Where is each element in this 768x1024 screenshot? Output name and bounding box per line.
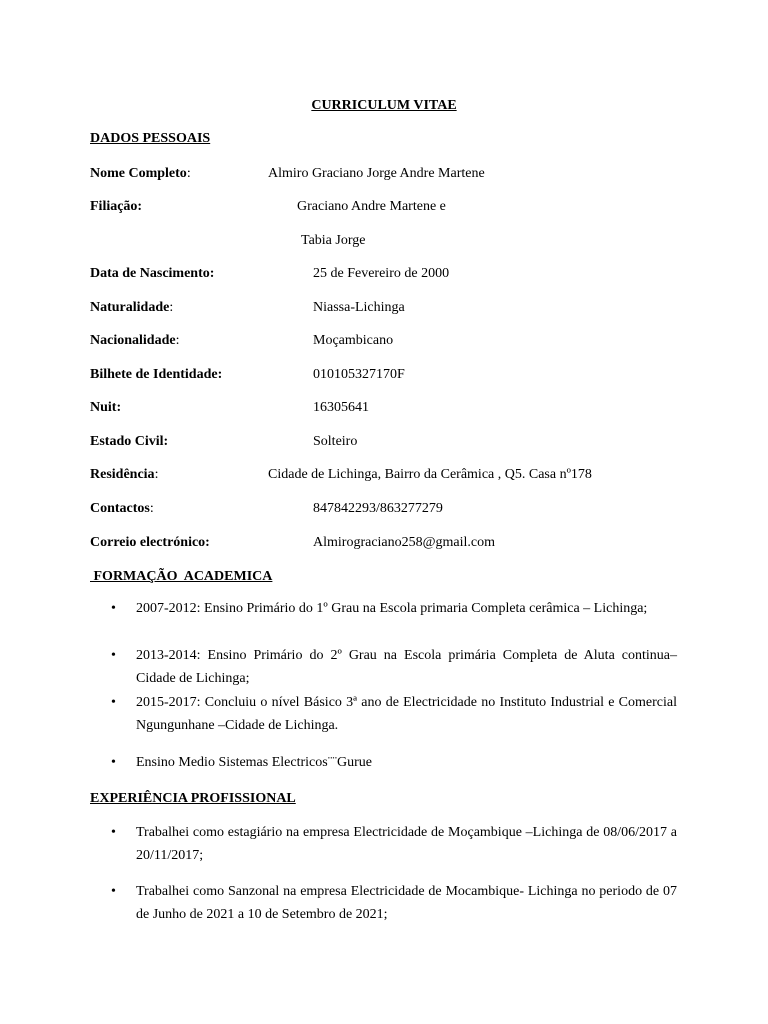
field-row-nuit	[0, 400, 768, 420]
personal-data-heading: DADOS PESSOAIS	[90, 131, 211, 146]
field-value: Moçambicano	[313, 333, 394, 348]
field-label: Bilhete de Identidade:	[90, 367, 223, 382]
field-value: 16305641	[313, 400, 369, 415]
field-value: Graciano Andre Martene e	[297, 199, 446, 214]
document-title: CURRICULUM VITAE	[311, 98, 457, 113]
field-label: Estado Civil:	[90, 434, 169, 449]
bullet-icon: •	[111, 884, 116, 899]
field-row-nationality	[0, 333, 768, 353]
field-value: 25 de Fevereiro de 2000	[313, 266, 450, 281]
bullet-icon: •	[111, 825, 116, 840]
field-label: Residência:	[90, 467, 159, 482]
field-value: Almiro Graciano Jorge Andre Martene	[268, 166, 485, 181]
field-row-full-name	[0, 166, 768, 186]
field-value: 847842293/863277279	[313, 501, 443, 516]
field-label: Nuit:	[90, 400, 122, 415]
field-label: Filiação:	[90, 199, 143, 214]
field-row-residence	[0, 467, 768, 487]
field-row-parents	[0, 199, 768, 219]
field-row-parents-continued	[0, 233, 768, 253]
field-value: Almirograciano258@gmail.com	[313, 535, 496, 550]
bullet-icon: •	[111, 695, 116, 710]
field-row-contacts	[0, 501, 768, 521]
field-row-email	[0, 535, 768, 555]
list-item-text: Trabalhei como estagiário na empresa Electricidade de Moçambique –Lichinga de 08/06/2017 a 20/11/2017;	[136, 825, 677, 863]
bullet-icon: •	[111, 601, 116, 616]
experience-heading: EXPERIÊNCIA PROFISSIONAL	[90, 791, 296, 806]
bullet-icon: •	[111, 755, 116, 770]
field-label: Contactos:	[90, 501, 154, 516]
field-label: Nacionalidade:	[90, 333, 180, 348]
list-item-text: 2015-2017: Concluiu o nível Básico 3ª ano de Electricidade no Instituto Industrial e Comercial Ngungunhane –Cidade de Lichinga.	[136, 695, 677, 733]
field-row-birth-date	[0, 266, 768, 286]
field-row-marital-status	[0, 434, 768, 454]
field-value: Niassa-Lichinga	[313, 300, 405, 315]
field-row-id-card	[0, 367, 768, 387]
education-heading: FORMAÇÃO ACADEMICA	[90, 569, 273, 584]
field-value: 010105327170F	[313, 367, 405, 382]
field-value: Solteiro	[313, 434, 358, 449]
list-item-text: Ensino Medio Sistemas Electricos¨¨Gurue	[136, 755, 373, 770]
field-value: Tabia Jorge	[301, 233, 366, 248]
field-value: Cidade de Lichinga, Bairro da Cerâmica , Q5. Casa nº178	[268, 467, 592, 482]
field-row-birthplace	[0, 300, 768, 320]
field-label: Naturalidade:	[90, 300, 174, 315]
field-label: Correio electrónico:	[90, 535, 210, 550]
list-item-text: 2007-2012: Ensino Primário do 1º Grau na Escola primaria Completa cerâmica – Lichinga;	[136, 601, 648, 616]
bullet-icon: •	[111, 648, 116, 663]
list-item-text: 2013-2014: Ensino Primário do 2º Grau na Escola primária Completa de Aluta continua– Cidade de Lichinga;	[136, 648, 677, 686]
list-item-text: Trabalhei como Sanzonal na empresa Electricidade de Mocambique- Lichinga no periodo de 07 de Junho de 2021 a 10 de Setembro de 2021;	[136, 884, 677, 922]
field-label: Data de Nascimento:	[90, 266, 215, 281]
field-label: Nome Completo:	[90, 166, 191, 181]
